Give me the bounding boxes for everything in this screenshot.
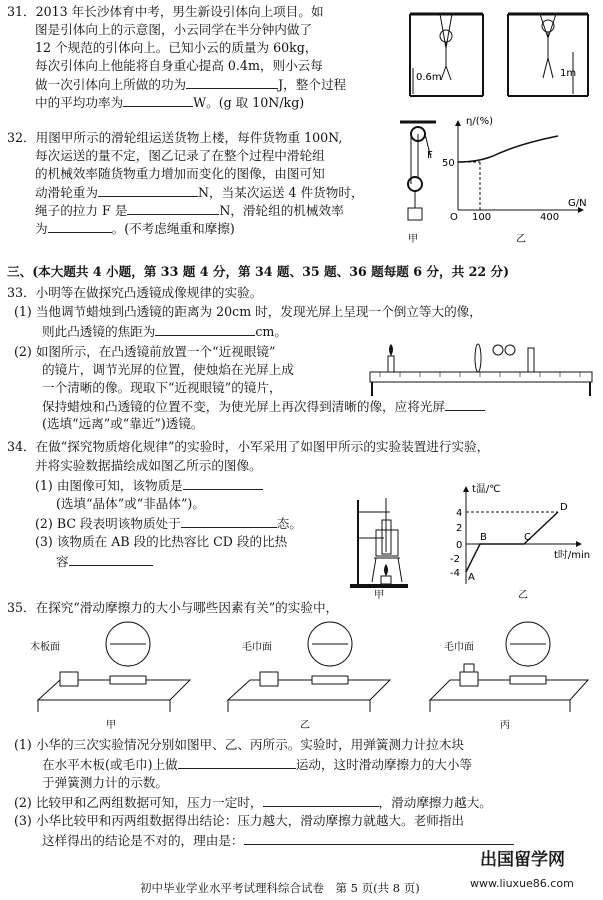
eff-tick-50: 50 [442,158,455,169]
pulley-figure [398,118,438,244]
eff-origin: O [450,212,458,223]
q33-line7: 保持蜡烛和凸透镜的位置不变，为使光屏上再次得到清晰的像，应将光屏 [42,398,485,415]
melting-apparatus [348,492,413,600]
q35-blank-motion[interactable] [178,756,296,769]
q31-line1: 31．2013 年长沙体育中考，男生新设引体向上项目。如 [7,4,324,19]
q34-line4: (选填“晶体”或“非晶体”)。 [56,496,205,511]
friction-figures [30,620,590,734]
q34-line5: (2) BC 段表明该物质处于 态。 [35,516,302,531]
temp-tick-0: 0 [456,540,463,551]
q31-blank-work[interactable] [186,76,278,89]
point-b: B [480,532,487,543]
eff-ylabel: η/(%) [466,116,494,127]
fig35-yi-label: 乙 [300,720,310,731]
fig-label-06m: 0.6m [416,72,442,83]
q34-line7: 容 [56,553,153,570]
label-towel-surface-2: 毛巾面 [444,642,474,653]
q32-line3: 的机械效率随货物重力增加而变化的图像，由图可知 [35,166,325,181]
q33-line4: (2) 如图所示，在凸透镜前放置一个“近视眼镜” [14,344,276,359]
temp-xlabel: t时/min [554,550,591,561]
q35-line5: (2) 比较甲和乙两组数据可知，压力一定时， ，滑动摩擦力越大。 [14,795,492,810]
q34-line6: (3) 该物质在 AB 段的比热容比 CD 段的比热 [35,534,288,549]
q34-blank-heat[interactable] [69,553,153,566]
q32-blank-pulley-weight[interactable] [98,184,198,197]
q35-line6: (3) 小华比较甲和丙两组数据得出结论：压力越大，滑动摩擦力就越大。老师指出 [14,813,465,828]
pull-up-figure [408,8,593,108]
fig-label-1m: 1m [560,68,577,79]
temperature-graph [426,484,596,602]
q33-blank-screen[interactable] [445,398,485,411]
q33-line3: 则此凸透镜的焦距为 cm。 [42,324,287,339]
fig35-jia-label: 甲 [106,720,116,731]
q35-line2: (1) 小华的三次实验情况分别如图甲、乙、丙所示。实验时，用弹簧测力计拉木块 [14,737,465,752]
q33-blank-focal[interactable] [155,323,255,336]
q35-blank-conclusion[interactable] [263,794,379,807]
fig34-jia-label: 甲 [374,590,384,601]
fig-yi-label: 乙 [516,234,526,245]
friction-fig-jia [30,622,190,731]
label-towel-surface-1: 毛巾面 [242,642,272,653]
temp-tick-2: 2 [456,523,463,534]
q31-line5: 做一次引体向上所做的功为 J，整个过程 [35,77,347,92]
q32-line5: 绳子的拉力 F 是 N，滑轮组的机械效率 [35,203,344,218]
point-d: D [560,502,568,513]
watermark-url: www.liuxue86.com [470,877,574,890]
q33-line1: 33．小明等在做探究凸透镜成像规律的实验。 [7,285,263,300]
fig34-yi-label: 乙 [518,590,528,601]
q32-line1: 32．用图甲所示的滑轮组运送货物上楼，每件货物重 100N, [7,130,343,145]
point-a: A [468,572,475,583]
q34-line2: 并将实验数据描绘成如图乙所示的图像。 [35,458,262,473]
temp-ylabel: t温/℃ [472,484,501,495]
fig35-bing-label: 丙 [500,720,510,731]
q34-line1: 34．在做“探究物质熔化规律”的实验时，小军采用了如图甲所示的实验装置进行实验， [7,439,490,454]
force-f-label: F [427,150,433,161]
q32-blank-efficiency[interactable] [48,220,112,233]
q32-line6: 为 。(不考虑绳重和摩擦) [35,221,235,236]
eff-tick-400: 400 [540,212,560,223]
q35-line4: 于弹簧测力计的示数。 [42,775,168,790]
page-footer: 初中毕业学业水平考试理科综合试卷 第 5 页(共 8 页) [140,881,420,895]
friction-fig-bing [430,622,588,731]
temp-tick-neg2: -2 [450,554,460,565]
efficiency-graph [442,116,598,248]
q35-blank-reason[interactable] [244,832,514,845]
q31-line3: 12 个规范的引体向上。已知小云的质量为 60kg， [35,40,318,55]
fig-jia-label: 甲 [408,234,418,245]
section3-title: 三、(本大题共 4 小题，第 33 题 4 分，第 34 题、35 题、36 题每题 6 分，共 22 分) [7,264,510,279]
q31-line6: 中的平均功率为 W。(g 取 10N/kg) [35,95,305,110]
q33-line2: (1) 当他调节蜡烛到凸透镜的距离为 20cm 时，发现光屏上呈现一个倒立等大的像， [14,304,482,319]
optical-bench [370,336,595,398]
q32-line4: 动滑轮重为 N，当某次运送 4 件货物时， [35,185,364,200]
q32-line2: 每次运送的量不定，图乙记录了在整个过程中滑轮组 [35,148,325,163]
eff-tick-100: 100 [472,212,492,223]
q33-line5: 的镜片，调节光屏的位置，使烛焰在光屏上成 [42,362,294,377]
q31-line2: 图是引体向上的示意图，小云同学在半分钟内做了 [35,22,313,37]
watermark-site: 出国留学网 [480,850,565,870]
q31-blank-power[interactable] [123,94,193,107]
q33-line6: 一个清晰的像。现取下“近视眼镜”的镜片， [42,380,282,395]
temp-tick-neg4: -4 [450,568,460,579]
point-c: C [524,532,531,543]
q35-line7: 这样得出的结论是不对的，理由是： [42,832,514,849]
label-wood-surface: 木板面 [30,642,60,653]
q34-blank-state[interactable] [181,515,277,528]
q35-line3: 在水平木板(或毛巾)上做 运动，这时滑动摩擦力的大小等 [42,757,473,772]
q35-line1: 35．在探究“滑动摩擦力的大小与哪些因素有关”的实验中， [7,600,339,615]
temp-tick-4: 4 [456,508,463,519]
q33-line8: (选填“远离”或“靠近”)透镜。 [42,416,204,431]
q31-line4: 每次引体向上他能将自身重心提高 0.4m，则小云每 [35,58,323,73]
friction-fig-yi [228,622,390,731]
q32-blank-force[interactable] [127,202,219,215]
eff-xlabel: G/N [568,198,587,209]
q34-line3: (1) 由图像可知，该物质是 [35,477,263,494]
q34-blank-substance[interactable] [183,477,263,490]
